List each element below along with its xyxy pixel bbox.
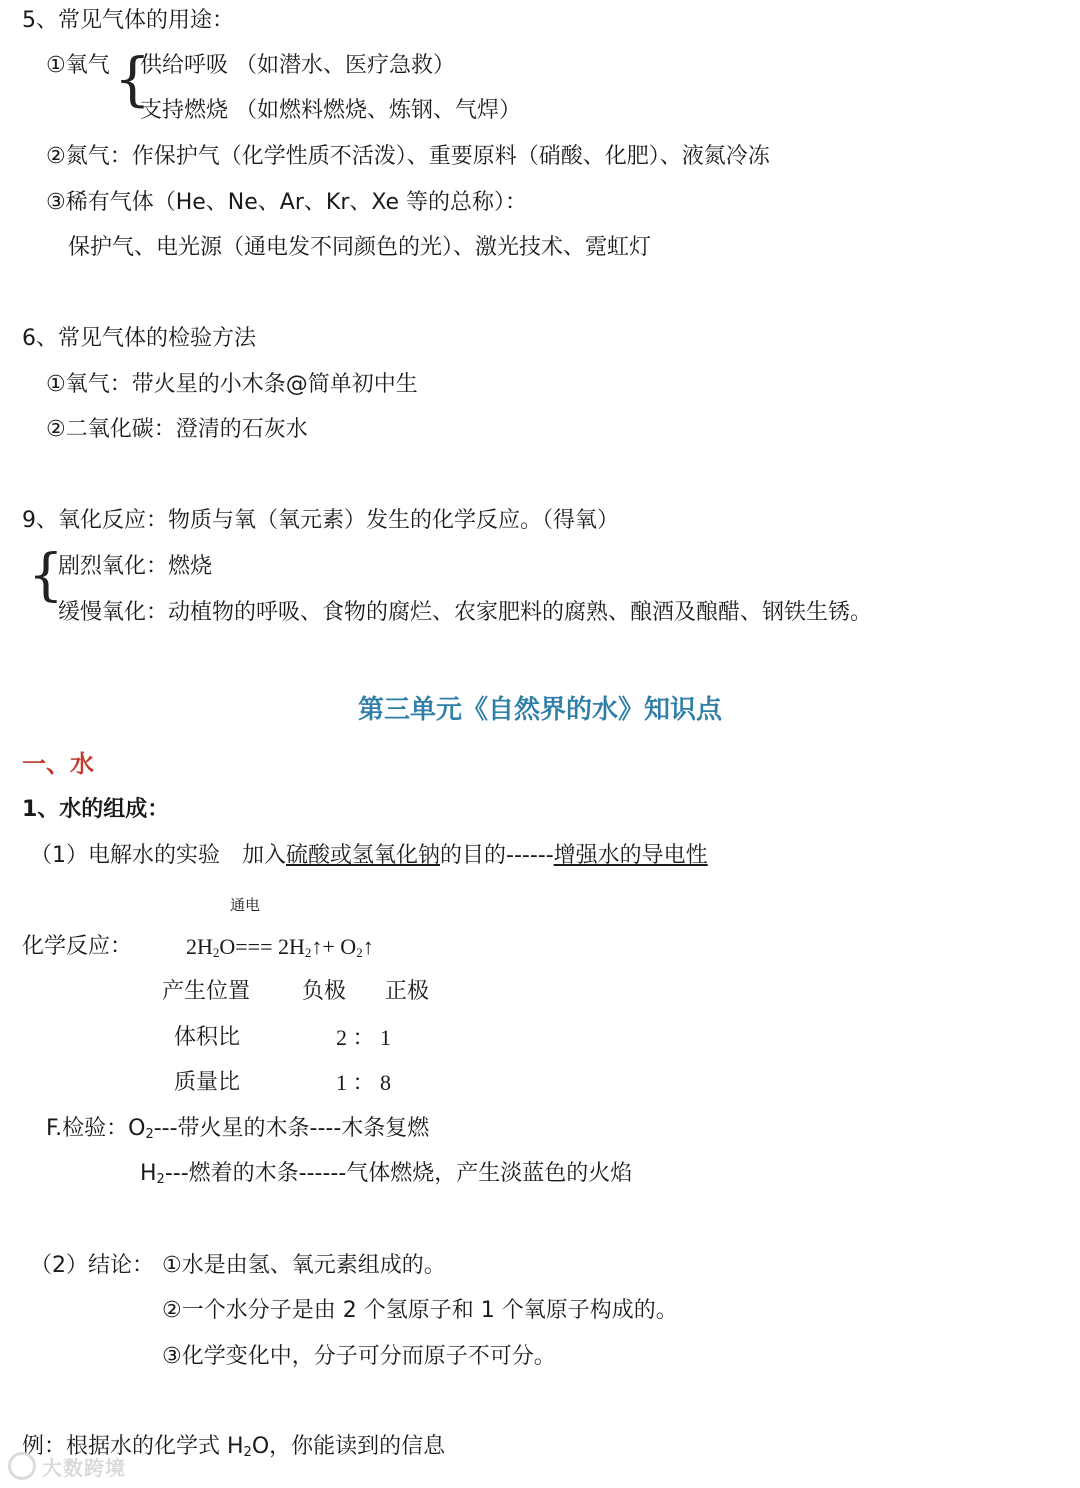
conclusion-1: ①水是由氢、氧元素组成的。 [162,1253,446,1278]
rare-gas-heading: ③稀有气体（He、Ne、Ar、Kr、Xe 等的总称）： [46,190,527,215]
table-header-positive: 正极 [385,979,430,1004]
conclusion-2: ②一个水分子是由 2 个氢原子和 1 个氧原子构成的。 [162,1298,678,1323]
left-brace-icon: { [114,45,151,113]
example-question: 例：根据水的化学式 $H_2O$，你能读到的信息 [22,1434,446,1460]
oxygen-label: ①氧气 [46,53,110,78]
reaction-label: 化学反应： [22,934,133,959]
hydrogen-gas-test: $H_2---$燃着的木条------气体燃烧，产生淡蓝色的火焰 [140,1161,633,1187]
table-header-negative: 负极 [302,979,347,1004]
watermark: 大数跨境 [8,1452,126,1481]
oxygen-gas-test: F.检验：$O_2---$带火星的木条----木条复燃 [46,1116,430,1142]
oxygen-use-breathing: 供给呼吸 （如潜水、医疗急救） [140,53,455,78]
mass-ratio-value: 1 ： 8 [336,1070,392,1095]
conclusion-3: ③化学变化中，分子可分而原子不可分。 [162,1344,556,1369]
section-9-title: 9、氧化反应：物质与氧（氧元素）发生的化学反应。（得氧） [22,508,619,533]
left-brace-icon: { [28,543,64,608]
section-5-title: 5、常见气体的用途： [22,8,234,33]
water-composition-heading: 1、水的组成： [22,797,170,822]
volume-ratio-label: 体积比 [174,1025,241,1050]
fast-oxidation: 剧烈氧化：燃烧 [58,554,213,579]
oxygen-use-combustion: 支持燃烧 （如燃料燃烧、炼钢、气焊） [140,98,521,123]
volume-ratio-value: 2 ： 1 [336,1025,392,1050]
watermark-logo-icon [8,1452,36,1480]
additive-underlined: 硫酸或氢氧化钠 [286,843,441,868]
section-6-title: 6、常见气体的检验方法 [22,326,256,351]
table-header-position: 产生位置 [162,979,251,1004]
slow-oxidation: 缓慢氧化：动植物的呼吸、食物的腐烂、农家肥料的腐熟、酿酒及酿醋、钢铁生锈。 [58,600,873,625]
rare-gas-uses: 保护气、电光源（通电发不同颜色的光）、激光技术、霓虹灯 [68,235,652,260]
electrolysis-experiment: （1）电解水的实验 加入硫酸或氢氧化钠的目的------增强水的导电性 [30,843,708,868]
unit-3-title: 第三单元《自然界的水》知识点 [357,695,722,725]
electrolysis-equation: $2H_2O===$ $2H_2↑+$ $O_2↑$ [186,934,374,960]
purpose-underlined: 增强水的导电性 [553,843,708,868]
oxygen-test: ①氧气：带火星的小木条@简单初中生 [46,372,418,397]
conclusion-label: （2）结论： [30,1253,154,1278]
heading-water: 一、水 [22,750,94,778]
nitrogen-uses: ②氮气：作保护气（化学性质不活泼）、重要原料（硝酸、化肥）、液氮冷冻 [46,144,770,169]
reaction-condition: 通电 [230,896,261,914]
co2-test: ②二氧化碳：澄清的石灰水 [46,417,308,442]
mass-ratio-label: 质量比 [174,1070,241,1095]
